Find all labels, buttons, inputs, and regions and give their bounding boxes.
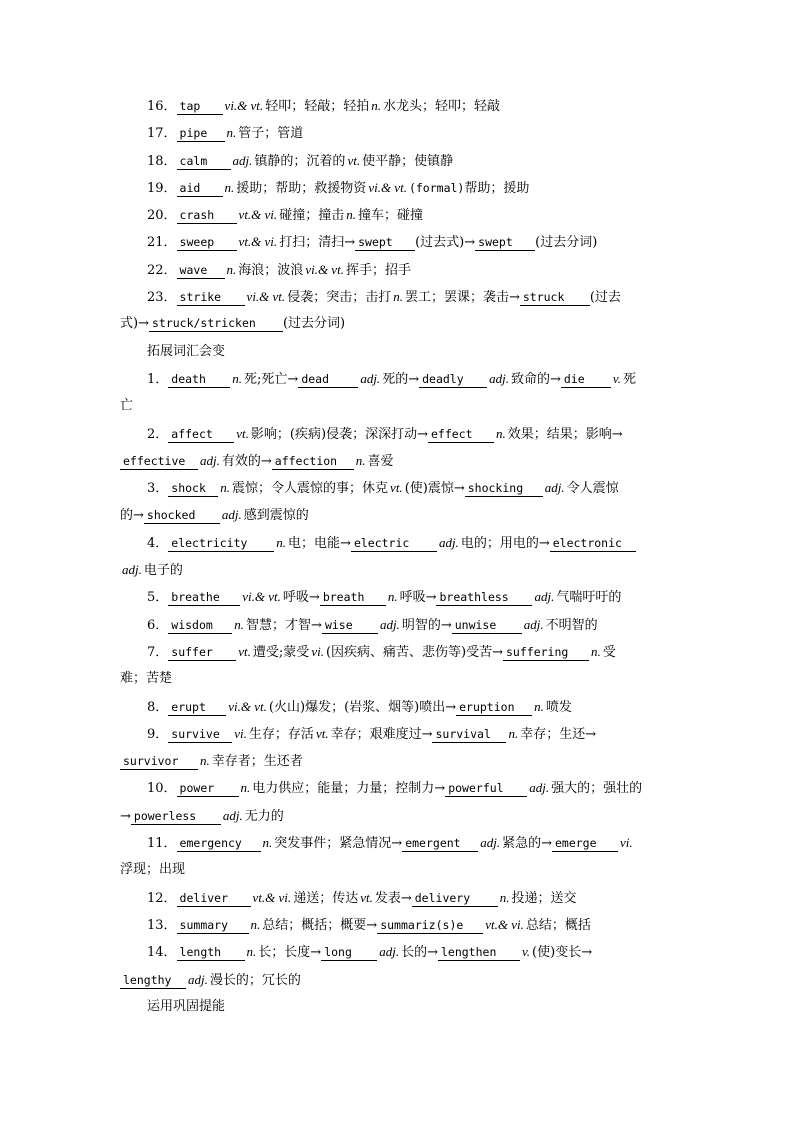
part-of-speech: n. [226,261,237,277]
answer-blank: wisdom [168,618,232,634]
part-of-speech: n. [234,616,245,632]
vocab-line [120,256,676,283]
answer-blank: die [561,372,611,388]
part-of-speech: vi.& vt. [228,698,267,714]
vocab-line [120,774,676,801]
part-of-speech: n. [250,916,261,932]
answer-blank: breath [320,590,386,606]
vocab-line [120,556,676,583]
register-label: (formal) [408,180,465,195]
vocab-line [120,474,676,501]
part-of-speech: vt. [315,725,329,741]
part-of-speech: n. [346,207,356,223]
definition-text: 智慧；才智→ [246,617,322,633]
part-of-speech: n. [591,643,601,659]
definition-text: 电；电能→ [288,535,351,551]
definition-text: 电子的 [143,563,183,579]
vocab-line [120,911,676,938]
part-of-speech: n. [224,179,235,195]
vocab-item-23 [120,283,676,338]
definition-text: 遭受;蒙受 [252,644,310,660]
part-of-speech: vt.& vi. [485,916,524,932]
part-of-speech: adj. [523,616,544,632]
item-number: 2． [147,426,169,442]
vocab-line [120,583,676,610]
definition-text: (火山)爆发；(岩浆、烟等)喷出→ [268,699,457,715]
definition-text: 长；长度→ [258,945,322,961]
vocab-line [120,310,676,337]
definition-text: 不明智的 [545,617,598,633]
part-of-speech: vt.& vi. [238,234,278,250]
definition-text: 总结；概括 [525,917,591,933]
part-of-speech: adj. [438,534,459,550]
part-of-speech: n. [499,889,510,905]
definition-text: 生存；存活 [248,726,314,742]
answer-blank: calm [177,154,231,170]
part-of-speech: adj. [534,589,555,605]
definition-text: 总结；概括；概要→ [262,917,378,933]
vocab-line [120,174,676,201]
definition-text: 打扫；清扫→ [279,235,356,251]
core-vocabulary-list [120,92,676,283]
part-of-speech: vi.& vt. [224,98,264,113]
part-of-speech: vt. [236,425,249,441]
answer-blank: long [321,945,377,961]
definition-text: → [120,808,131,824]
answer-blank: shock [168,481,218,497]
part-of-speech: adj. [379,616,400,632]
vocab-line [120,665,676,692]
part-of-speech: adj. [232,152,253,168]
answer-blank: powerful [445,781,527,797]
definition-text: 侵袭；突击；击打 [287,290,392,306]
part-of-speech: n. [371,98,381,113]
part-of-speech: adj. [529,780,550,796]
answer-blank: suffering [503,645,589,661]
answer-blank: delivery [412,891,498,907]
part-of-speech: n. [220,480,231,496]
answer-blank: lengthen [438,945,520,961]
part-of-speech: adj. [200,452,220,468]
part-of-speech: adj. [489,370,509,386]
part-of-speech: adj. [544,480,565,496]
vocab-line [120,501,676,528]
vocab-line [120,392,676,419]
answer-blank: lengthy [120,973,186,989]
part-of-speech: n. [355,452,366,468]
vocab-line [120,420,676,447]
answer-blank: wave [177,263,225,279]
definition-text: (过去 [589,290,621,306]
definition-text: 挥手；招手 [345,262,411,278]
vocab-line [120,829,676,856]
definition-text: 递送；传达 [293,890,359,906]
vocab-line [120,147,676,174]
item-number: 13． [147,917,177,933]
answer-blank: affect [168,427,234,443]
answer-blank: emerge [552,836,618,852]
answer-blank: power [177,781,239,797]
definition-text: 使平静；使镇静 [362,153,454,169]
vocab-line [120,747,676,774]
part-of-speech: vt. [360,889,373,905]
part-of-speech: adj. [360,370,381,386]
vocab-line [120,201,676,228]
definition-text: 影响；(疾病)侵袭；深深打动→ [250,426,428,442]
part-of-speech: n. [534,698,544,714]
answer-blank: sweep [177,235,237,251]
definition-text: 呼吸→ [282,590,320,606]
answer-blank: survival [432,727,506,743]
answer-blank: deliver [177,891,251,907]
item-number: 10． [147,781,177,797]
definition-text: 帮助；援助 [464,180,530,196]
answer-blank: struck/stricken [149,316,283,332]
definition-text: 死 [622,371,636,387]
item-number: 20． [147,208,177,224]
item-number: 5． [147,590,169,606]
part-of-speech: adj. [188,971,208,987]
part-of-speech: vt. [390,480,403,496]
part-of-speech: v. [612,370,621,386]
definition-text: (使)变长→ [532,945,593,961]
part-of-speech: adj. [480,835,501,851]
item-number: 14． [147,945,177,961]
definition-text: 轻叩；轻敲；轻拍 [265,99,370,114]
definition-text: 震惊；令人震惊的事；休克 [232,481,389,497]
vocabulary-document [120,92,676,1020]
answer-blank: dead [298,372,358,388]
definition-text: 喷发 [545,699,572,715]
definition-text: 罢工；罢课；袭击→ [404,290,520,306]
part-of-speech: n. [393,289,403,305]
item-number: 23． [147,290,177,306]
item-number: 21． [147,235,177,251]
part-of-speech: vt. [238,643,251,659]
definition-text: 援助；帮助；救援物资 [236,180,367,196]
definition-text: 死;死亡→ [244,371,299,387]
definition-text: 式)→ [120,316,149,332]
vocab-line [120,802,676,829]
definition-text: (过去分词) [535,235,598,251]
item-number: 7． [147,644,169,660]
answer-blank: emergency [177,836,261,852]
answer-blank: emergent [402,836,478,852]
answer-blank: effective [120,454,198,470]
item-number: 6． [147,617,169,633]
answer-blank: aid [177,181,223,197]
answer-blank: unwise [452,618,522,634]
definition-text: 电力供应；能量；力量；控制力→ [252,781,446,797]
vocab-line [120,884,676,911]
answer-blank: crash [177,208,237,224]
definition-text: 电的；用电的→ [460,535,550,551]
definition-text: 长的→ [401,945,438,961]
answer-blank: strike [177,290,245,306]
definition-text: 发表→ [374,890,412,906]
answer-blank: breathless [436,590,532,606]
vocab-line [120,92,676,119]
definition-text: 幸存者；生还者 [211,754,303,770]
answer-blank: death [168,372,230,388]
item-number: 8． [147,699,169,715]
definition-text: 明智的→ [401,617,452,633]
item-number: 22． [147,262,177,278]
part-of-speech: n. [232,370,243,386]
definition-text: 亡 [120,398,134,414]
answer-blank: erupt [168,700,226,716]
item-number: 4． [147,535,169,551]
part-of-speech: n. [240,780,251,796]
vocab-line [120,283,676,310]
definition-text: 浮现；出现 [120,862,186,878]
vocab-line [120,638,676,665]
part-of-speech: adj. [221,507,242,523]
definition-text: 海浪；波浪 [238,262,304,278]
item-number: 12． [147,890,177,906]
answer-blank: struck [520,290,590,306]
answer-blank: length [177,945,245,961]
definition-text: 紧急的→ [502,836,552,852]
definition-text: 的→ [120,508,144,524]
answer-blank: breathe [168,590,240,606]
vocab-line [120,966,676,993]
definition-text: 难；苦楚 [120,671,173,687]
section-heading-expand: 拓展词汇会变 [147,343,226,359]
part-of-speech: vi.& vt. [242,589,281,605]
item-number: 3． [147,481,169,497]
answer-blank: electricity [168,536,274,552]
part-of-speech: vt.& vi. [238,207,278,223]
definition-text: 碰撞；撞击 [279,208,345,224]
vocab-line [120,119,676,146]
definition-text: (过去式)→ [415,235,476,251]
part-of-speech: n. [226,125,237,141]
part-of-speech: n. [246,944,257,960]
part-of-speech: adj. [122,562,142,578]
vocab-line [120,856,676,883]
part-of-speech: vi.& vt. [246,289,286,305]
answer-blank: electronic [550,536,636,552]
vocab-line [120,228,676,255]
answer-blank: summary [177,918,249,934]
expanded-vocabulary-list [120,365,676,993]
definition-text: 呼吸→ [399,590,437,606]
part-of-speech: n. [276,534,287,550]
definition-text: 投递；送交 [511,890,577,906]
definition-text: 撞车；碰撞 [357,208,423,224]
definition-text: 无力的 [244,808,284,824]
part-of-speech: vi.& vt. [305,261,344,277]
item-number: 16． [147,99,177,114]
vocab-line [120,447,676,474]
part-of-speech: vt. [347,152,361,168]
definition-text: 水龙头；轻叩；轻敲 [382,99,500,114]
answer-blank: suffer [168,645,236,661]
item-number: 19． [147,180,177,196]
answer-blank: summariz(s)e [377,918,483,934]
part-of-speech: n. [262,835,273,851]
item-number: 1． [147,371,169,387]
part-of-speech: adj. [379,944,400,960]
definition-text: 突发事件；紧急情况→ [274,836,403,852]
vocab-line [120,720,676,747]
definition-text: 镇静的；沉着的 [254,153,346,169]
part-of-speech: v. [521,944,531,960]
definition-text: 漫长的；冗长的 [209,972,301,988]
part-of-speech: adj. [222,807,243,823]
answer-blank: affection [272,454,354,470]
answer-blank: deadly [419,372,487,388]
definition-text: 管子；管道 [238,126,304,142]
answer-blank: swept [355,235,415,251]
part-of-speech: n. [495,425,506,441]
part-of-speech: n. [387,589,398,605]
item-number: 17． [147,126,177,142]
part-of-speech: n. [200,753,210,769]
definition-text: (因疾病、痛苦、悲伤等)受苦→ [325,644,503,660]
part-of-speech: vi.& vt. [368,179,407,195]
answer-blank: shocked [144,508,220,524]
item-number: 11． [147,836,177,852]
answer-blank: electric [351,536,437,552]
definition-text: 受 [602,644,616,660]
part-of-speech: vt.& vi. [252,889,292,905]
answer-blank: tap [177,99,223,115]
answer-blank: powerless [131,809,221,825]
definition-text: 幸存；生还→ [520,726,597,742]
answer-blank: shocking [465,481,543,497]
definition-text: 强大的；强壮的 [551,781,643,797]
part-of-speech: vi. [311,643,324,659]
vocab-line [120,611,676,638]
definition-text: 有效的→ [221,453,272,469]
vocab-line [120,529,676,556]
answer-blank: survivor [120,754,198,770]
part-of-speech: vi. [234,725,247,741]
item-number: 18． [147,153,177,169]
definition-text: 气喘吁吁的 [556,590,622,606]
answer-blank: survive [168,727,232,743]
part-of-speech: vi. [619,835,633,851]
section-heading-apply: 运用巩固提能 [147,998,226,1014]
answer-blank: swept [475,235,535,251]
definition-text: 感到震惊的 [243,508,309,524]
answer-blank: pipe [177,126,225,142]
definition-text: 令人震惊 [566,481,619,497]
definition-text: 幸存；艰难度过→ [330,726,433,742]
definition-text: 效果；结果；影响→ [507,426,623,442]
answer-blank: effect [428,427,494,443]
definition-text: 喜爱 [367,453,394,469]
item-number: 9． [147,726,169,742]
definition-text: 死的→ [382,371,420,387]
vocab-line [120,365,676,392]
definition-text: (过去分词) [282,316,346,332]
part-of-speech: n. [508,725,519,741]
answer-blank: wise [322,618,378,634]
answer-blank: eruption [456,700,532,716]
definition-text: (使)震惊→ [404,481,465,497]
vocab-line [120,938,676,965]
vocab-line [120,693,676,720]
definition-text: 致命的→ [510,371,561,387]
